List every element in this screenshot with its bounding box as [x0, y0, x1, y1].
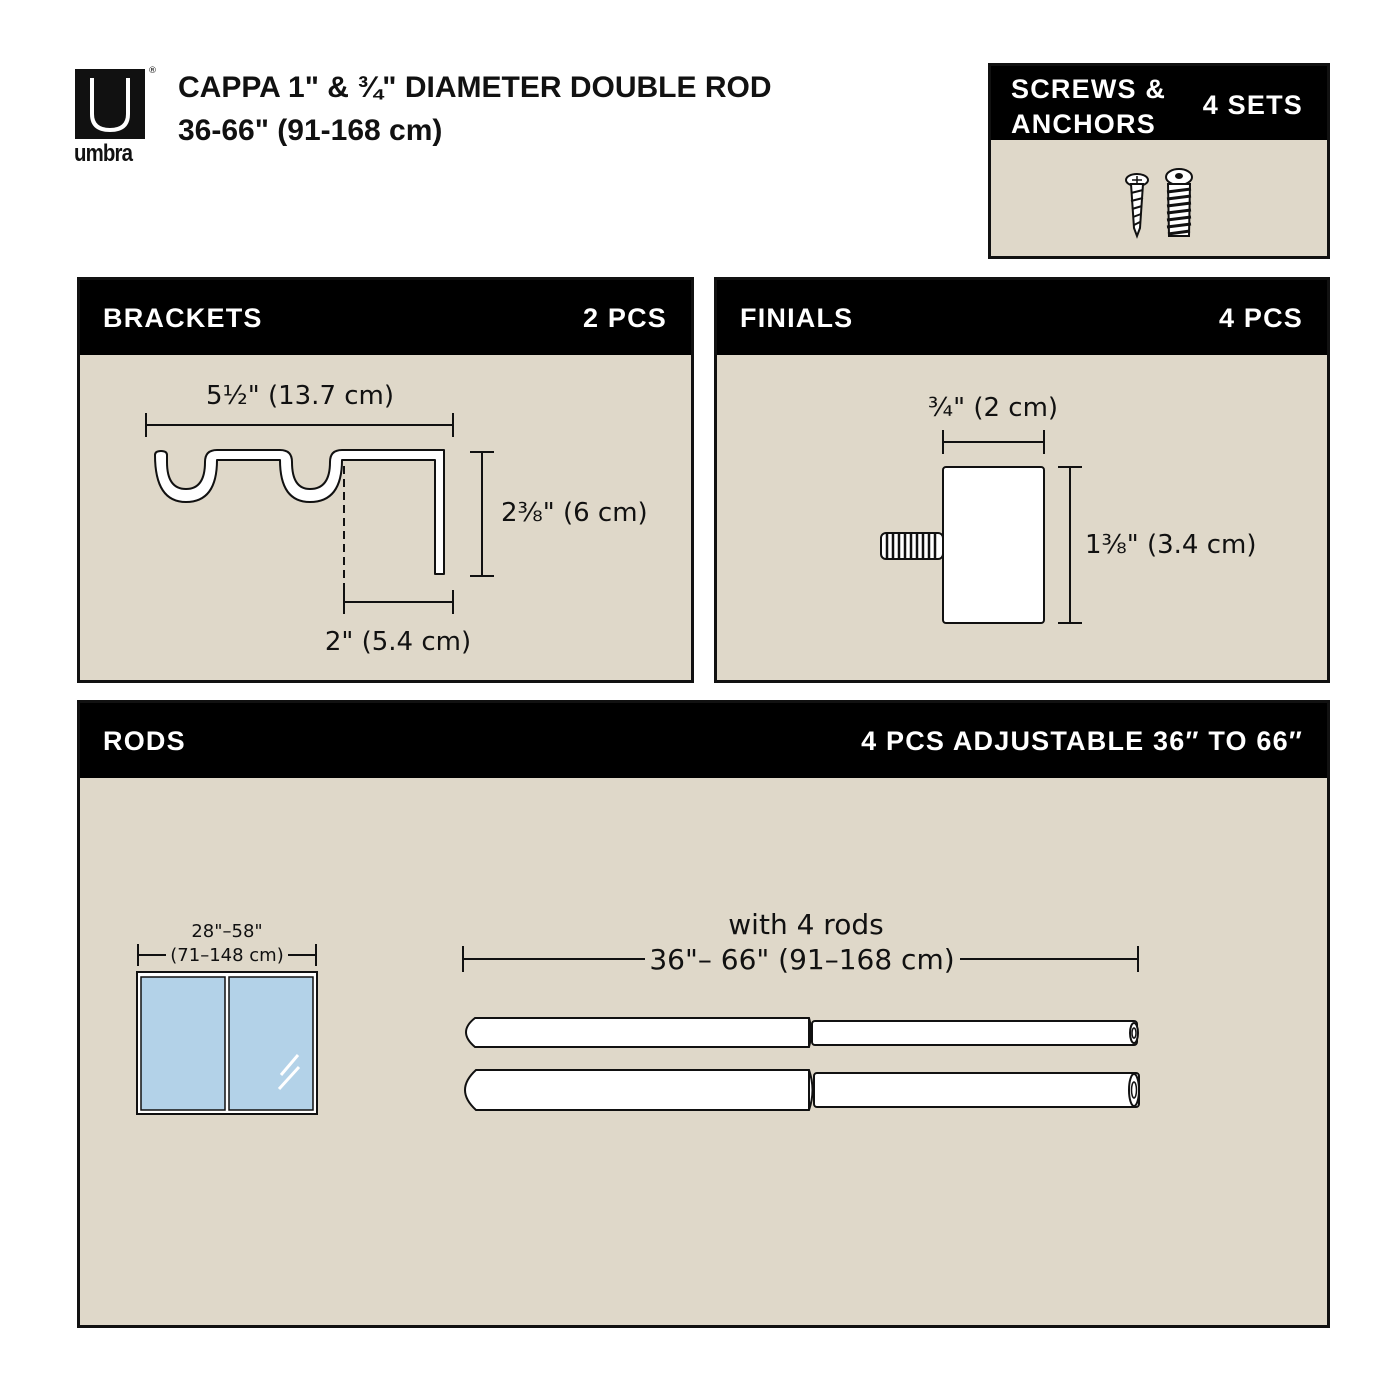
rods-diagram: [80, 703, 1333, 1331]
u-glyph-icon: [75, 69, 145, 139]
bracket-diagram: [80, 280, 697, 686]
brand-wordmark: umbra: [74, 140, 133, 167]
bracket-depth-label: 2" (5.4 cm): [324, 627, 472, 657]
window-dim-line1: 28"–58": [191, 921, 263, 942]
screws-label-line1: SCREWS &: [1011, 74, 1167, 104]
finial-height-label: 1⅜" (3.4 cm): [1085, 530, 1257, 560]
rod-thin-icon: [466, 1018, 1138, 1047]
product-title-line2: 36-66" (91-168 cm): [178, 114, 443, 147]
bracket-height-label: 2⅜" (6 cm): [501, 498, 648, 528]
brackets-quantity: 2 PCS: [582, 303, 667, 333]
window-dim-line2: (71–148 cm): [170, 945, 284, 966]
finial-width-dimension: [943, 430, 1044, 454]
rod-length-label: 36"– 66" (91–168 cm): [649, 943, 955, 976]
finial-body: [943, 467, 1044, 623]
finials-label: FINIALS: [740, 303, 854, 333]
brackets-panel: [77, 277, 694, 683]
product-title-line1: CAPPA 1" & ¾" DIAMETER DOUBLE ROD: [178, 71, 772, 104]
anchor-icon: [1166, 169, 1192, 236]
bracket-height-dimension: [470, 452, 494, 576]
rods-label: RODS: [103, 726, 186, 756]
finial-height-dimension: [1058, 467, 1082, 623]
umbra-logo-mark: [75, 69, 145, 139]
bracket-shape: [155, 450, 444, 574]
window-icon: [137, 972, 317, 1114]
screws-quantity: 4 SETS: [1202, 90, 1303, 120]
brackets-label: BRACKETS: [103, 303, 263, 333]
bracket-width-label: 5½" (13.7 cm): [205, 381, 395, 411]
finial-thread-icon: [881, 533, 943, 559]
rods-quantity: 4 PCS ADJUSTABLE 36″ TO 66″: [861, 726, 1303, 756]
bracket-width-dimension: [146, 413, 453, 437]
screws-label-line2: ANCHORS: [1011, 109, 1156, 139]
registered-mark: ®: [148, 66, 157, 76]
rod-thick-icon: [465, 1070, 1139, 1110]
screws-panel: [988, 63, 1330, 259]
bracket-depth-dimension: [344, 590, 453, 614]
finial-width-label: ¾" (2 cm): [927, 393, 1059, 423]
product-title: [178, 66, 772, 152]
rods-panel: [77, 700, 1330, 1328]
screws-illustration: [991, 66, 1333, 262]
screw-icon: [1126, 174, 1148, 236]
finials-quantity: 4 PCS: [1218, 303, 1303, 333]
rod-caption: with 4 rods: [728, 908, 884, 941]
finial-diagram: [717, 280, 1333, 686]
finials-panel: [714, 277, 1330, 683]
